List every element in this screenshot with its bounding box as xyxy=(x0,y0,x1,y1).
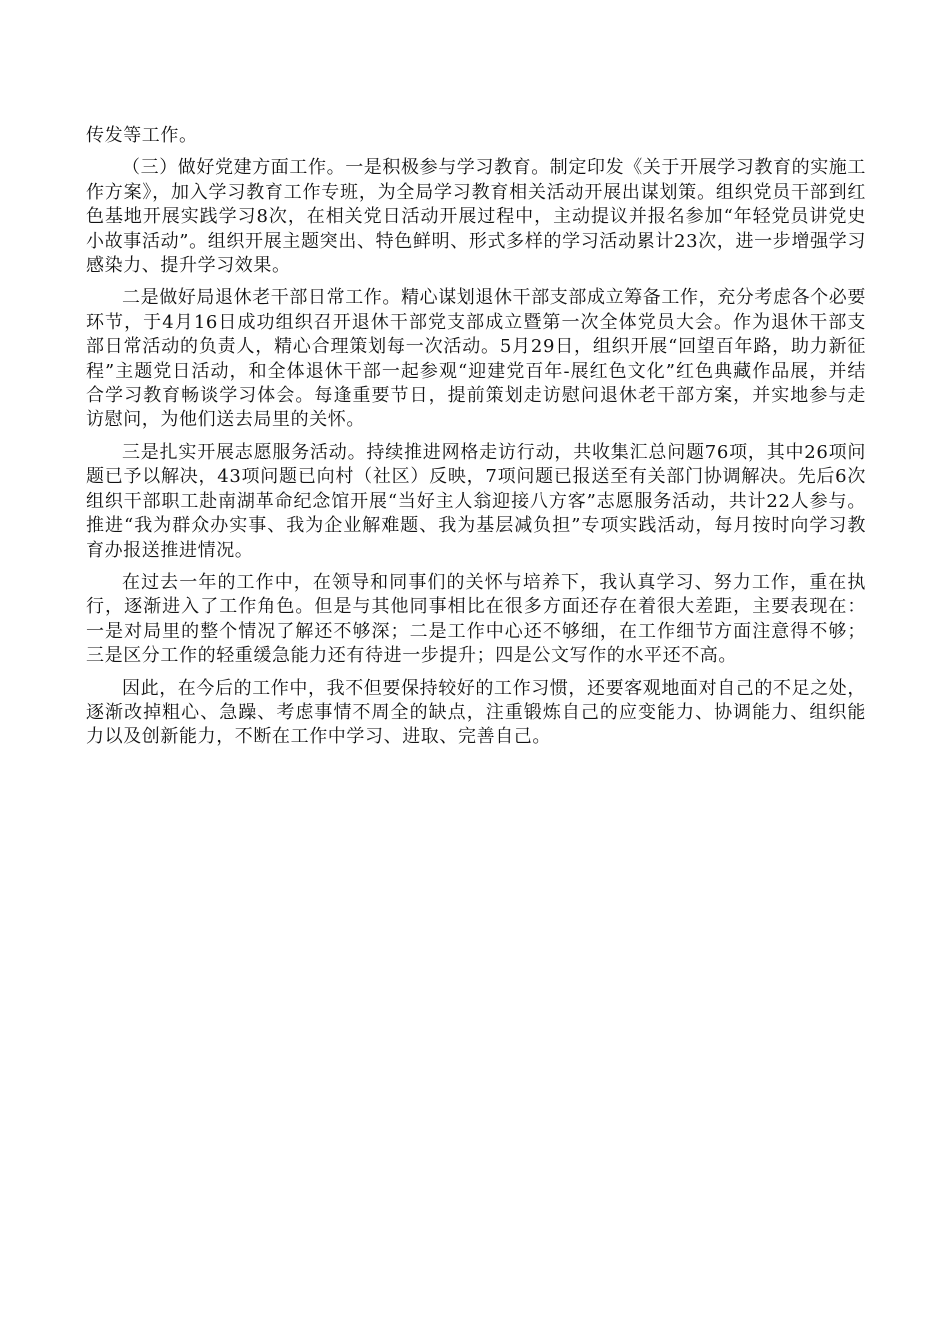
paragraph-future-plans: 因此，在今后的工作中，我不但要保持较好的工作习惯，还要客观地面对自己的不足之处，逐渐改掉粗心、急躁、考虑事情不周全的缺点，注重锻炼自己的应变能力、协调能力、组织能力以及创新能力，不断在工作中学习、进取、完善自己。 xyxy=(86,677,866,748)
paragraph-continuation: 传发等工作。 xyxy=(86,125,198,146)
paragraph-volunteer-service: 三是扎实开展志愿服务活动。持续推进网格走访行动，共收集汇总问题76项，其中26项问题已予以解决，43项问题已向村（社区）反映，7项问题已报送至有关部门协调解决。先后6次组织干部职工赴南湖革命纪念馆开展“当好主人翁迎接八方客”志愿服务活动，共计22人参与。推进“我为群众办实事、我为企业解难题、我为基层减负担”专项实践活动，每月按时向学习教育办报送推进情况。 xyxy=(86,441,866,561)
paragraph-retired-cadres: 二是做好局退休老干部日常工作。精心谋划退休干部支部成立筹备工作，充分考虑各个必要环节，于4月16日成功组织召开退休干部党支部成立暨第一次全体党员大会。作为退休干部支部日常活动的负责人，精心合理策划每一次活动。5月29日，组织开展“回望百年路，助力新征程”主题党日活动，和全体退休干部一起参观“迎建党百年-展红色文化”红色典藏作品展，并结合学习教育畅谈学习体会。每逢重要节日，提前策划走访慰问退休老干部方案，并实地参与走访慰问，为他们送去局里的关怀。 xyxy=(86,287,866,431)
document-body xyxy=(86,124,866,758)
paragraph-shortcomings: 在过去一年的工作中，在领导和同事们的关怀与培养下，我认真学习、努力工作，重在执行，逐渐进入了工作角色。但是与其他同事相比在很多方面还存在着很大差距，主要表现在：一是对局里的整个情况了解还不够深；二是工作中心还不够细，在工作细节方面注意得不够；三是区分工作的轻重缓急能力还有待进一步提升；四是公文写作的水平还不高。 xyxy=(86,571,866,667)
paragraph-party-building: （三）做好党建方面工作。一是积极参与学习教育。制定印发《关于开展学习教育的实施工作方案》，加入学习教育工作专班，为全局学习教育相关活动开展出谋划策。组织党员干部到红色基地开展实践学习8次，在相关党日活动开展过程中，主动提议并报名参加“年轻党员讲党史小故事活动”。组织开展主题突出、特色鲜明、形式多样的学习活动累计23次，进一步增强学习感染力、提升学习效果。 xyxy=(86,157,866,277)
